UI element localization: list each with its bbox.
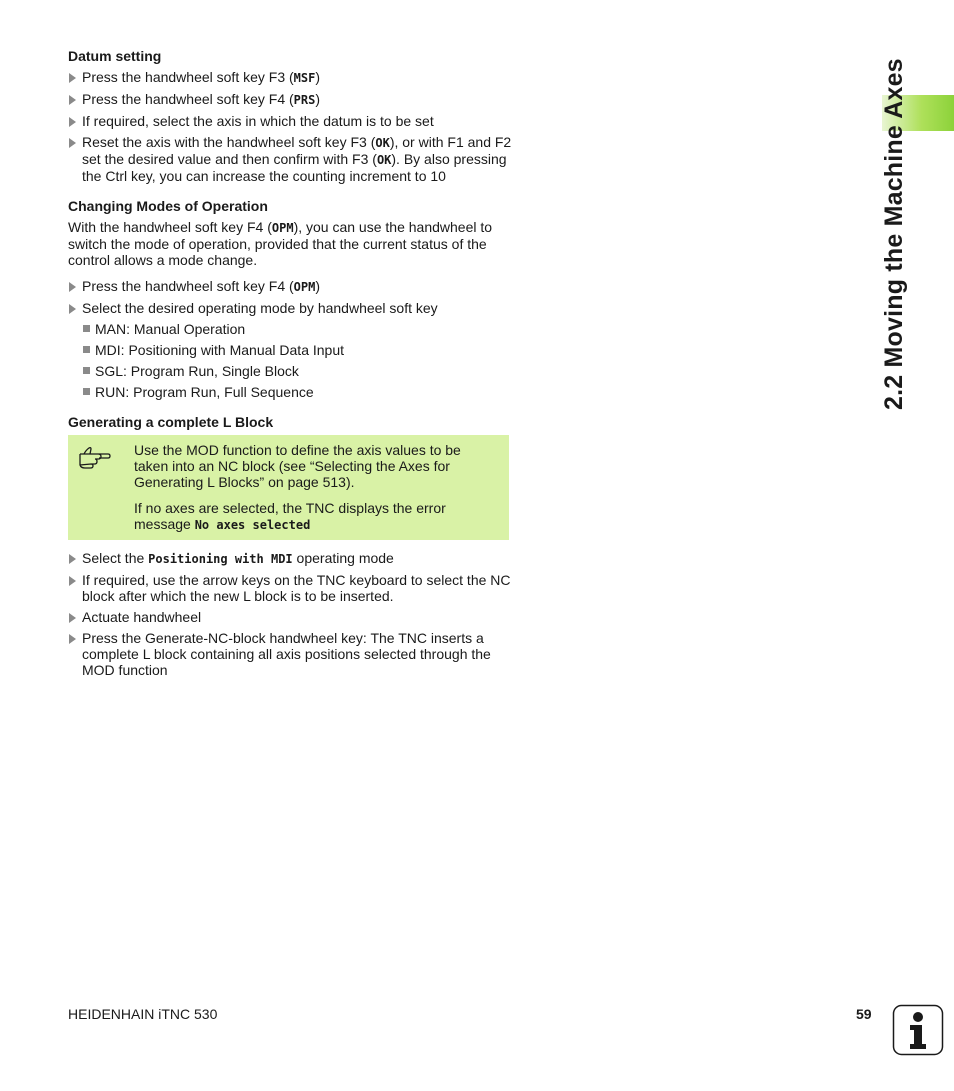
step-arrow-icon [69, 282, 76, 292]
step-item: Actuate handwheel [68, 609, 513, 625]
step-arrow-icon [69, 95, 76, 105]
softkey-code: MSF [293, 71, 316, 85]
step-item: Reset the axis with the handwheel soft key F3 (OK), or with F1 and F2 set the desired value and then confirm with F3 (OK). By also pressing the Ctrl key, you can increase the counting increment to 10 [68, 134, 513, 184]
step-item: If required, use the arrow keys on the TNC keyboard to select the NC block after which the new L block is to be inserted. [68, 572, 513, 604]
step-arrow-icon [69, 613, 76, 623]
bullet-square-icon [83, 388, 90, 395]
chapter-title: 2.2 Moving the Machine Axes [880, 58, 908, 410]
modes-steps [68, 278, 513, 316]
section-heading-modes: Changing Modes of Operation [68, 198, 268, 214]
footer-product: HEIDENHAIN iTNC 530 [68, 1006, 218, 1022]
step-item: Press the handwheel soft key F3 (MSF) [68, 69, 513, 86]
step-arrow-icon [69, 73, 76, 83]
step-item: Press the handwheel soft key F4 (PRS) [68, 91, 513, 108]
step-arrow-icon [69, 117, 76, 127]
softkey-code: OPM [293, 280, 316, 294]
mode-item: MDI: Positioning with Manual Data Input [68, 342, 513, 358]
bullet-square-icon [83, 367, 90, 374]
note-text-1: Use the MOD function to define the axis values to be taken into an NC block (see “Selecting the Axes for Generating L Blocks” on page 513). [134, 442, 461, 490]
error-message-code: No axes selected [194, 518, 311, 532]
softkey-code: OK [375, 136, 390, 150]
mode-code: Positioning with MDI [148, 552, 293, 566]
section-heading-datum: Datum setting [68, 48, 162, 64]
step-arrow-icon [69, 554, 76, 564]
mode-list [68, 321, 513, 400]
note-text-2: If no axes are selected, the TNC displays the error message No axes selected [134, 500, 446, 532]
step-item: Select the Positioning with MDI operating mode [68, 550, 513, 567]
step-item: Press the Generate-NC-block handwheel key: The TNC inserts a complete L block containing all axis positions selected through the MOD function [68, 630, 513, 678]
step-item: Select the desired operating mode by handwheel soft key [68, 300, 513, 316]
bullet-square-icon [83, 346, 90, 353]
note-box [68, 435, 509, 540]
step-arrow-icon [69, 304, 76, 314]
pointing-hand-icon [78, 445, 112, 472]
step-arrow-icon [69, 576, 76, 586]
softkey-code: OK [376, 153, 392, 167]
page-number: 59 [856, 1006, 872, 1022]
mode-item: RUN: Program Run, Full Sequence [68, 384, 513, 400]
main-content [68, 48, 513, 683]
info-icon [892, 1004, 944, 1056]
modes-intro: With the handwheel soft key F4 (OPM), you can use the handwheel to switch the mode of operation, provided that the current status of the control allows a mode change. [68, 219, 493, 268]
softkey-code: PRS [293, 93, 316, 107]
datum-steps [68, 69, 513, 184]
lblock-steps [68, 550, 513, 678]
section-heading-lblock: Generating a complete L Block [68, 414, 274, 430]
softkey-code: OPM [271, 221, 294, 235]
step-item: If required, select the axis in which the datum is to be set [68, 113, 513, 129]
mode-item: MAN: Manual Operation [68, 321, 513, 337]
step-item: Press the handwheel soft key F4 (OPM) [68, 278, 513, 295]
bullet-square-icon [83, 325, 90, 332]
step-arrow-icon [69, 138, 76, 148]
mode-item: SGL: Program Run, Single Block [68, 363, 513, 379]
step-arrow-icon [69, 634, 76, 644]
